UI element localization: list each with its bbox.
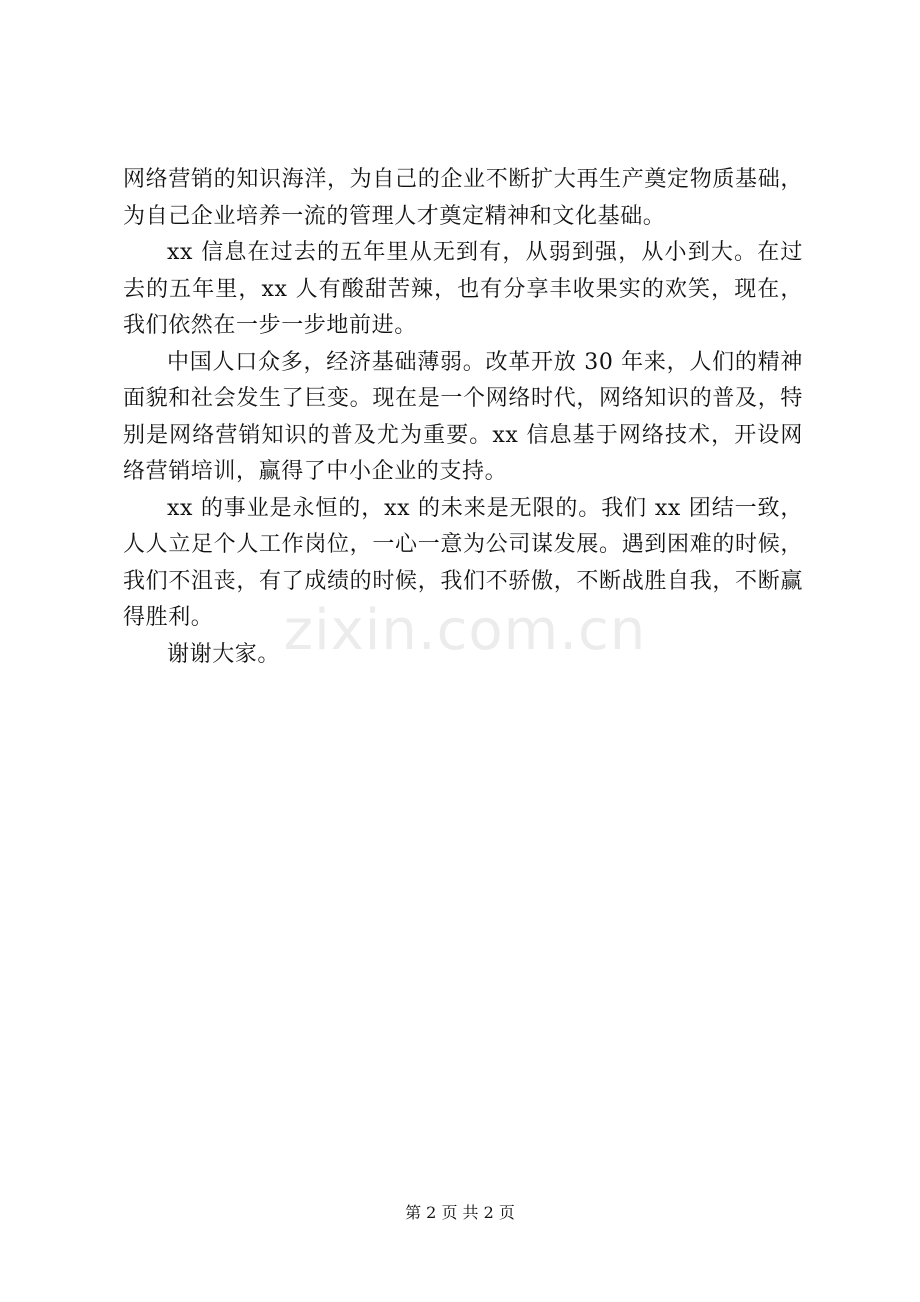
watermark: zixin.com.cn [283,598,647,663]
paragraph-4: xx 的事业是永恒的，xx 的未来是无限的。我们 xx 团结一致，人人立足个人工作岗位，一心一意为公司谋发展。遇到困难的时候，我们不沮丧，有了成绩的时候，我们不骄傲，不断战胜自我，不断赢得胜利。 [123,495,803,630]
paragraph-3: 中国人口众多，经济基础薄弱。改革开放 30 年来，人们的精神面貌和社会发生了巨变。现在是一个网络时代，网络知识的普及，特别是网络营销知识的普及尤为重要。xx 信息基于网络技术，开设网络营销培训，赢得了中小企业的支持。 [123,349,803,484]
paragraph-2: xx 信息在过去的五年里从无到有，从弱到强，从小到大。在过去的五年里，xx 人有酸甜苦辣，也有分享丰收果实的欢笑，现在，我们依然在一步一步地前进。 [123,240,803,338]
document-body [123,162,803,673]
paragraph-1: 网络营销的知识海洋，为自己的企业不断扩大再生产奠定物质基础，为自己企业培养一流的管理人才奠定精神和文化基础。 [123,167,803,229]
paragraph-5: 谢谢大家。 [167,641,281,667]
page-footer: 第 2 页 共 2 页 [405,1203,515,1222]
